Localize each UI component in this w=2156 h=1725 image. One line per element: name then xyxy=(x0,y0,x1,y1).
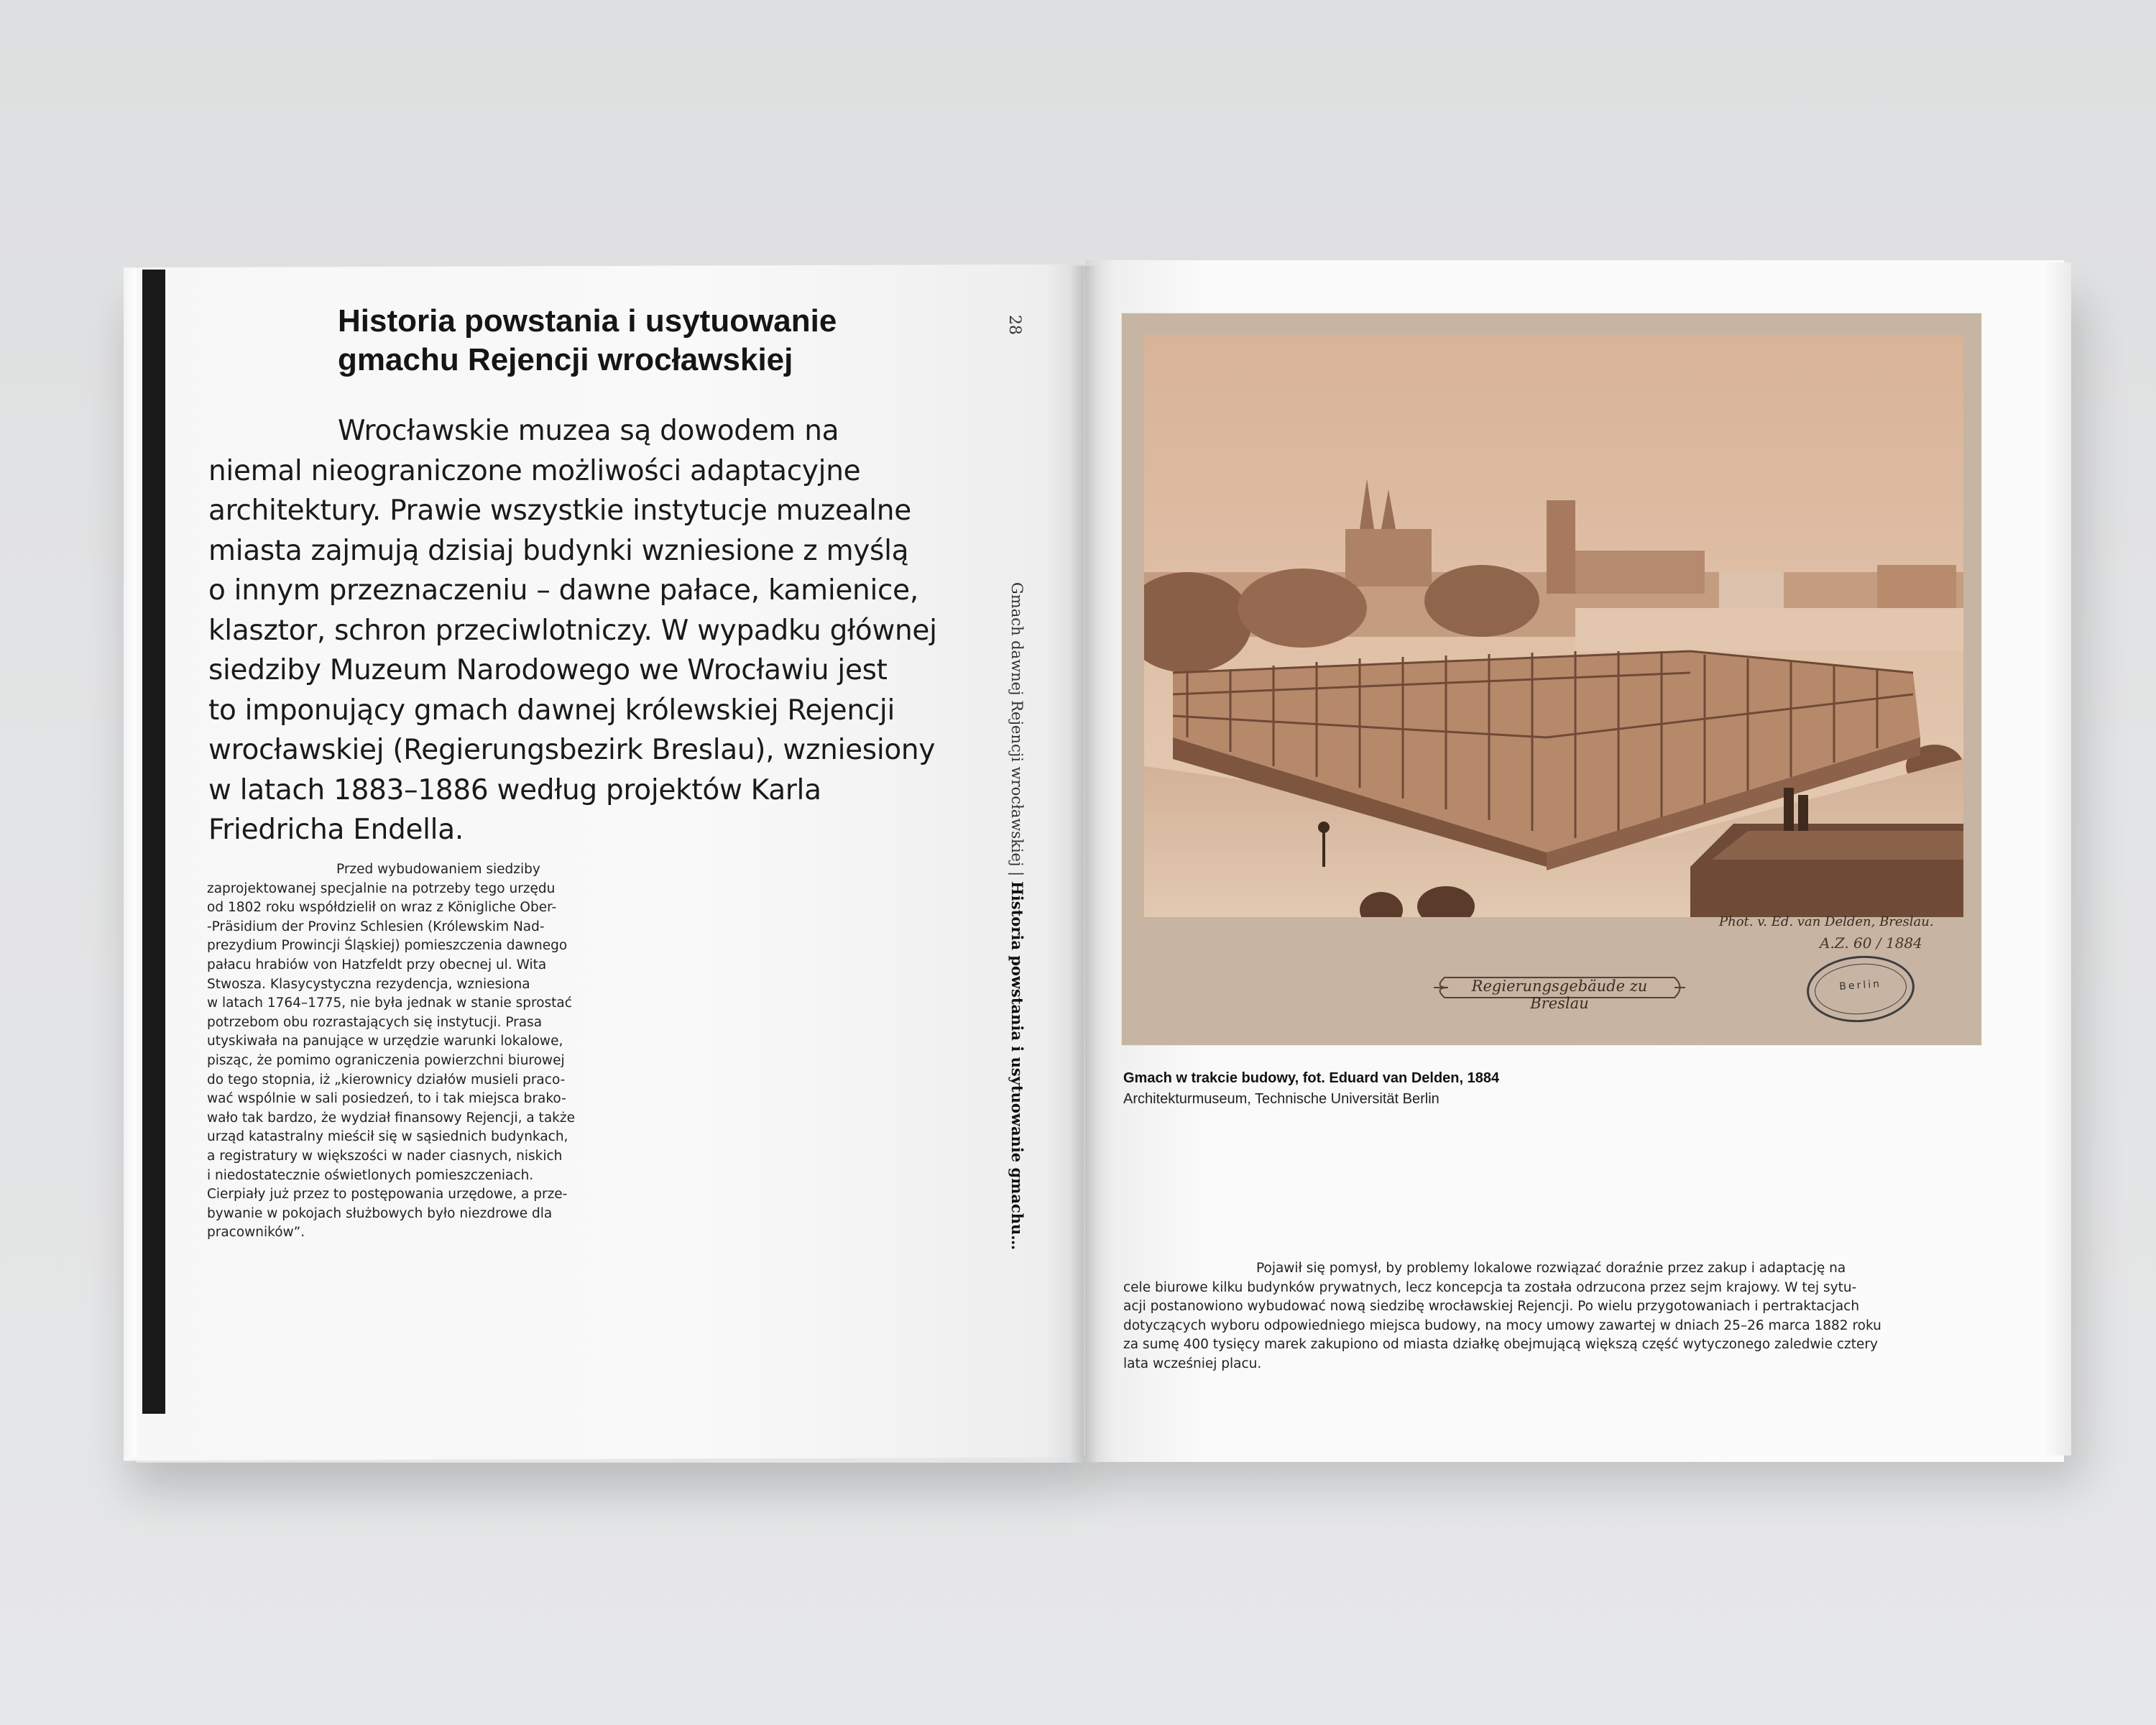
chapter-title-line: Historia powstania i usytuowanie xyxy=(338,303,837,339)
lead-line: Wrocławskie muzea są dowodem na xyxy=(338,415,839,447)
body-line: Stwosza. Klasycystyczna rezydencja, wzniesiona xyxy=(207,976,530,992)
body-line: Przed wybudowaniem siedziby xyxy=(336,862,540,877)
right-body-text xyxy=(1123,1259,1943,1374)
photo-illustration xyxy=(1144,335,1963,917)
body-line: prezydium Prowincji Śląskiej) pomieszczenia dawnego xyxy=(207,938,568,954)
lead-line: w latach 1883–1886 według projektów Karla xyxy=(208,773,821,806)
lead-line: Friedricha Endella. xyxy=(208,814,464,846)
body-line: a registratury w większości w nader ciasnych, niskich xyxy=(207,1148,563,1164)
lead-paragraph xyxy=(208,411,985,850)
photo-caption xyxy=(1123,1068,1499,1110)
body-line: w latach 1764–1775, nie była jednak w stanie sprostać xyxy=(207,995,572,1011)
running-head-chapter: Historia powstania i usytuowanie gmachu… xyxy=(1008,880,1026,1251)
left-body-text xyxy=(207,860,595,1243)
left-page-edge xyxy=(124,270,137,1457)
body-line: Cierpiały już przez to postępowania urzędowe, a prze- xyxy=(207,1187,568,1202)
running-head-separator: | xyxy=(1008,866,1026,881)
body-line: pisząc, że pomimo ograniczenia powierzchni biurowej xyxy=(207,1052,565,1068)
body-line: Pojawił się pomysł, by problemy lokalowe rozwiązać doraźnie przez zakup i adaptację na xyxy=(1256,1261,1846,1276)
body-line: urząd katastralny mieścił się w sąsiednich budynkach, xyxy=(207,1129,568,1145)
lead-line: miasta zajmują dzisiaj budynki wzniesione z myślą xyxy=(208,534,909,567)
lead-line: klasztor, schron przeciwlotniczy. W wypadku głównej xyxy=(208,614,937,647)
body-line: zaprojektowanej specjalnie na potrzeby tego urzędu xyxy=(207,880,556,896)
body-line: lata wcześniej placu. xyxy=(1123,1356,1262,1371)
photographer-signature: Phot. v. Ed. van Delden, Breslau. xyxy=(1719,914,1934,929)
body-line: dotyczących wyboru odpowiedniego miejsca budowy, na mocy umowy zawartej w dniach 25–26 marca 1882 roku xyxy=(1123,1317,1881,1333)
historic-construction-photo xyxy=(1144,335,1963,917)
body-line: wać wspólnie w sali posiedzeń, to i tak miejsca brako- xyxy=(207,1091,566,1107)
book-gutter xyxy=(1069,266,1098,1463)
right-page-edge xyxy=(2045,262,2071,1455)
body-line: pałacu hrabiów von Hatzfeldt przy obecnej ul. Wita xyxy=(207,957,547,972)
mount-label-text: Regierungsgebäude zu Breslau xyxy=(1471,978,1648,1012)
body-line: potrzebom obu rozrastających się instytucji. Prasa xyxy=(207,1014,543,1030)
body-line: bywanie w pokojach służbowych było niezdrowe dla xyxy=(207,1205,553,1221)
spine-black-band xyxy=(142,270,165,1414)
caption-source: Architekturmuseum, Technische Universität Berlin xyxy=(1123,1091,1439,1107)
body-line: od 1802 roku współdzielił on wraz z Königliche Ober- xyxy=(207,900,557,916)
stamp-text: Berlin xyxy=(1838,978,1882,993)
chapter-title xyxy=(338,302,927,380)
body-line: cele biurowe kilku budynków prywatnych, lecz koncepcja ta została odrzucona przez sejm krajowy. W tej sytu- xyxy=(1123,1279,1857,1295)
body-line: utyskiwała na panujące w urzędzie warunki lokalowe, xyxy=(207,1034,563,1049)
body-line: -Präsidium der Provinz Schlesien (Królewskim Nad- xyxy=(207,919,545,934)
running-head-section: Gmach dawnej Rejencji wrocławskiej xyxy=(1008,582,1026,867)
body-line: wało tak bardzo, że wydział finansowy Rejencji, a także xyxy=(207,1110,575,1126)
lead-line: niemal nieograniczone możliwości adaptacyjne xyxy=(208,454,861,487)
body-line: pracowników”. xyxy=(207,1225,305,1241)
body-line: do tego stopnia, iż „kierownicy działów musieli praco- xyxy=(207,1072,566,1087)
lead-line: siedziby Muzeum Narodowego we Wrocławiu jest xyxy=(208,654,888,686)
lead-line: wrocławskiej (Regierungsbezirk Breslau), wzniesiony xyxy=(208,734,936,766)
page-number: 28 xyxy=(1005,315,1023,335)
lead-line: to imponujący gmach dawnej królewskiej Rejencji xyxy=(208,694,895,727)
caption-title: Gmach w trakcie budowy, fot. Eduard van Delden, 1884 xyxy=(1123,1070,1500,1086)
lead-line: o innym przeznaczeniu – dawne pałace, kamienice, xyxy=(208,574,918,607)
body-line: za sumę 400 tysięcy marek zakupiono od miasta działkę obejmującą większą część wytyczonego zaledwie cztery xyxy=(1123,1337,1878,1353)
running-head xyxy=(1008,582,1026,1250)
chapter-title-line: gmachu Rejencji wrocławskiej xyxy=(338,342,793,377)
lead-line: architektury. Prawie wszystkie instytucje muzealne xyxy=(208,494,911,527)
handwritten-inventory-number: A.Z. 60 / 1884 xyxy=(1820,934,1922,952)
body-line: i niedostatecznie oświetlonych pomieszczeniach. xyxy=(207,1167,534,1183)
body-line: acji postanowiono wybudować nową siedzibę wrocławskiej Rejencji. Po wielu przygotowaniach i pertraktacjach xyxy=(1123,1299,1860,1315)
